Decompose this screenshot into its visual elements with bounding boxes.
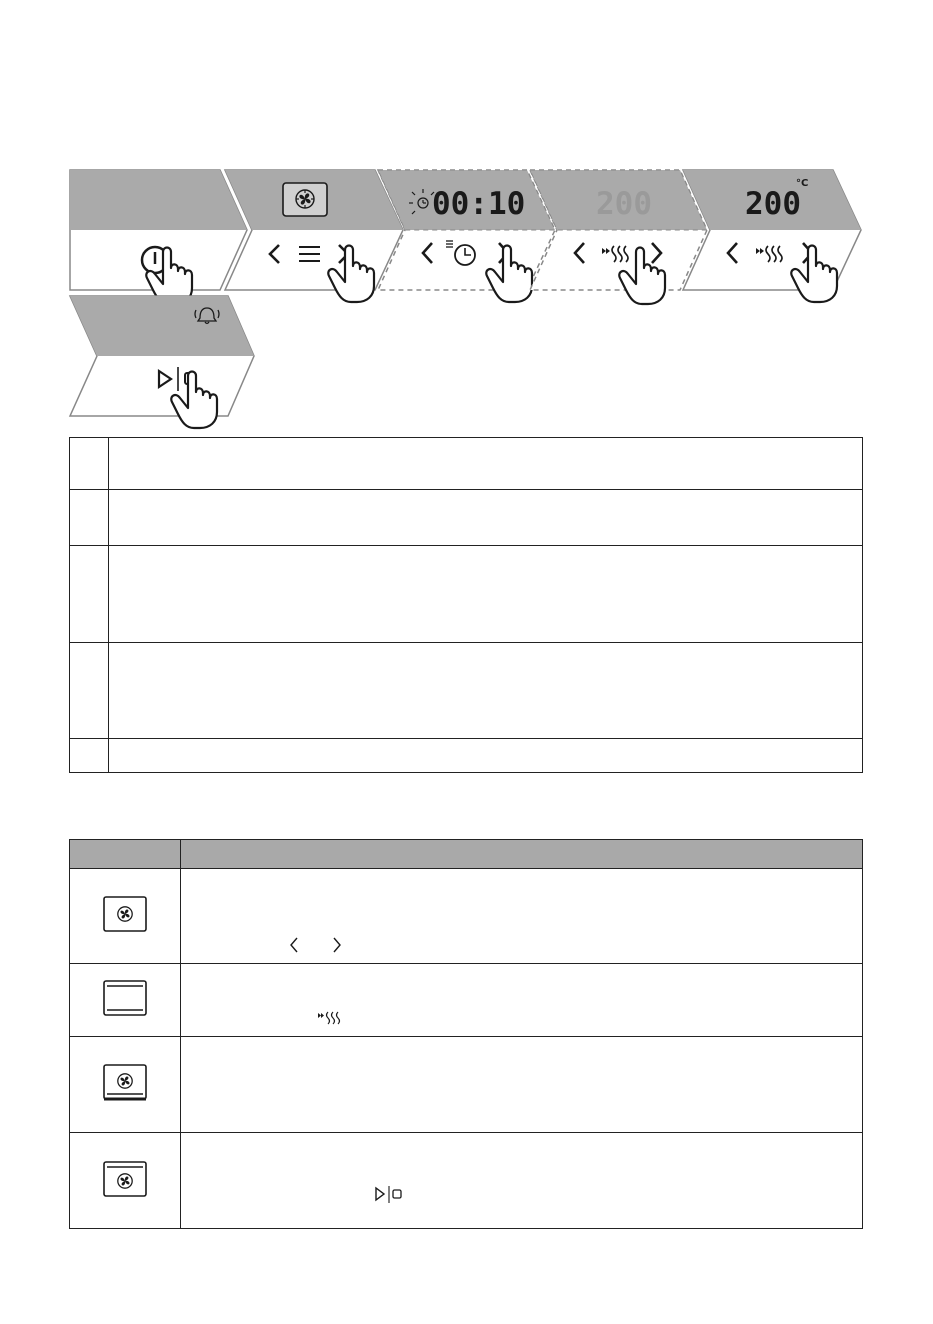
table-row [70, 1037, 863, 1133]
operation-flow-diagram [0, 0, 933, 430]
steps-table [69, 437, 863, 773]
step-number [70, 438, 109, 490]
flow-step-power [70, 170, 247, 304]
temperature-display: 200 [745, 186, 801, 222]
table-row [70, 438, 863, 490]
cooking-modes-table [69, 839, 863, 1229]
fan-top-bottom-icon [103, 896, 147, 932]
header-symbol [70, 840, 181, 869]
table-row [70, 546, 863, 643]
table-header [70, 840, 863, 869]
step-number [70, 739, 109, 773]
mode-description [181, 869, 863, 964]
step-number [70, 546, 109, 643]
header-description [181, 840, 863, 869]
temperature-unit: °C [796, 178, 809, 189]
flow-step-timer [378, 170, 555, 302]
mode-description [181, 1037, 863, 1133]
timer-display: 00:10 [432, 186, 526, 222]
fan-mode-icon [296, 190, 314, 208]
step-description [109, 490, 863, 546]
table-row [70, 739, 863, 773]
table-row [70, 964, 863, 1037]
step-description [109, 739, 863, 773]
step-description [109, 438, 863, 490]
fan-bottom-heat-icon [103, 1064, 147, 1102]
table-row [70, 1133, 863, 1229]
flow-step-temperature-set [683, 170, 861, 302]
table-row [70, 643, 863, 739]
flow-step-start-stop [70, 296, 254, 428]
temperature-preview-display: 200 [596, 186, 652, 222]
step-description [109, 546, 863, 643]
step-number [70, 490, 109, 546]
flow-step-mode [225, 170, 403, 302]
flow-step-temperature-preview [530, 170, 707, 304]
table-row [70, 869, 863, 964]
table-row [70, 490, 863, 546]
mode-description [181, 1133, 863, 1229]
step-number [70, 643, 109, 739]
fan-top-heat-icon [103, 1161, 147, 1197]
top-bottom-heat-icon [103, 980, 147, 1016]
step-description [109, 643, 863, 739]
mode-description [181, 964, 863, 1037]
